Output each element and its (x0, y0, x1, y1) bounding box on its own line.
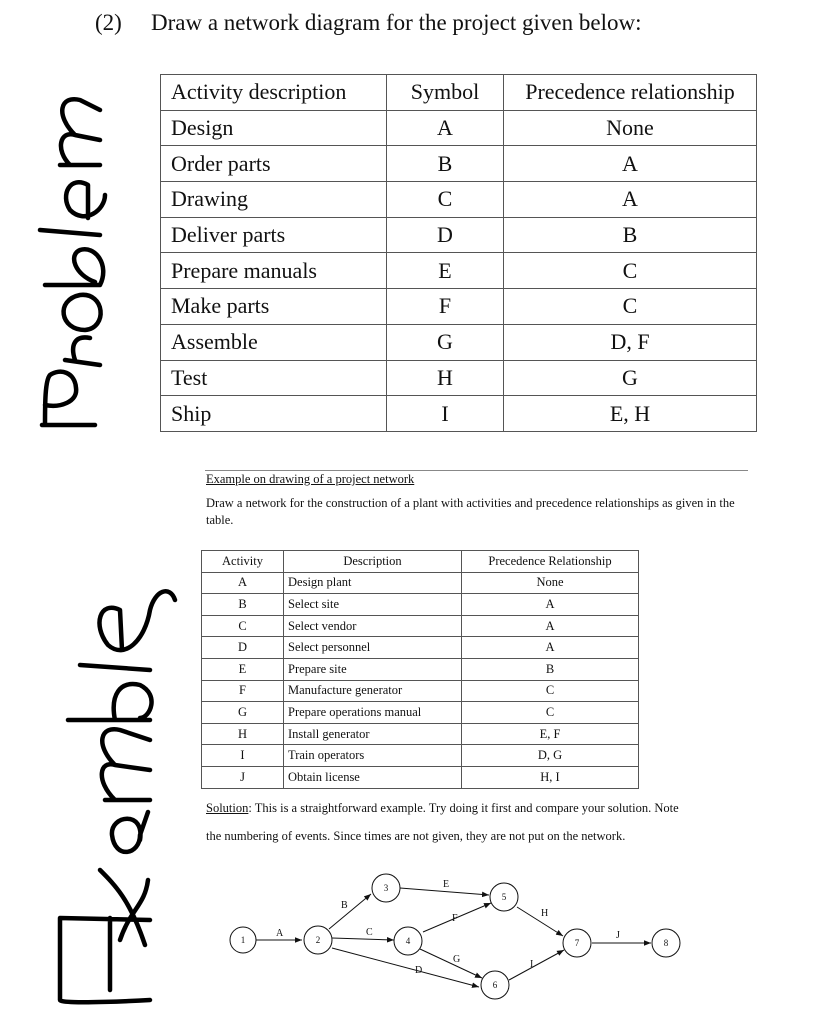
description-cell: Select vendor (284, 615, 462, 637)
node-label-1: 1 (240, 935, 246, 945)
activity-cell: A (202, 572, 284, 594)
symbol-cell: B (387, 146, 504, 182)
precedence-cell: G (504, 360, 757, 396)
activity-cell: C (202, 615, 284, 637)
description-cell: Prepare operations manual (284, 702, 462, 724)
node-label-5: 5 (501, 892, 507, 902)
description-cell: Prepare site (284, 658, 462, 680)
label-J: J (616, 930, 620, 941)
label-C: C (366, 927, 373, 938)
solution-text-1: : This is a straightforward example. Try doing it first and compare your solution. Note (248, 801, 679, 815)
precedence-cell: D, F (504, 324, 757, 360)
activity-cell: D (202, 637, 284, 659)
precedence-cell: E, F (462, 723, 639, 745)
node-label-6: 6 (492, 980, 498, 990)
activity-cell: Assemble (161, 324, 387, 360)
description-cell: Train operators (284, 745, 462, 767)
precedence-cell: A (462, 637, 639, 659)
node-label-7: 7 (574, 938, 580, 948)
header-precedence: Precedence Relationship (462, 551, 639, 573)
label-A: A (276, 928, 284, 939)
activity-cell: F (202, 680, 284, 702)
header-precedence: Precedence relationship (504, 75, 757, 111)
activity-cell: Prepare manuals (161, 253, 387, 289)
label-F: F (452, 913, 458, 924)
label-I: I (530, 959, 534, 970)
activity-cell: Test (161, 360, 387, 396)
node-label-4: 4 (405, 936, 411, 946)
precedence-cell: A (462, 594, 639, 616)
label-B: B (341, 900, 348, 911)
symbol-cell: I (387, 396, 504, 432)
description-cell: Design plant (284, 572, 462, 594)
solution-label: Solution (206, 801, 249, 815)
precedence-cell: B (504, 217, 757, 253)
node-label-8: 8 (663, 938, 669, 948)
label-H: H (541, 908, 549, 919)
activity-cell: H (202, 723, 284, 745)
activity-cell: Drawing (161, 182, 387, 218)
description-cell: Install generator (284, 723, 462, 745)
activity-cell: E (202, 658, 284, 680)
precedence-cell: E, H (504, 396, 757, 432)
precedence-cell: A (504, 182, 757, 218)
activity-cell: Deliver parts (161, 217, 387, 253)
handwritten-problem (40, 99, 105, 425)
activity-cell: Design (161, 110, 387, 146)
label-E: E (443, 879, 450, 890)
activity-cell: J (202, 766, 284, 788)
precedence-cell: C (504, 253, 757, 289)
activity-cell: I (202, 745, 284, 767)
symbol-cell: H (387, 360, 504, 396)
description-cell: Manufacture generator (284, 680, 462, 702)
header-symbol: Symbol (387, 75, 504, 111)
precedence-cell: C (462, 680, 639, 702)
handwritten-example (60, 591, 175, 1002)
symbol-cell: G (387, 324, 504, 360)
node-label-3: 3 (383, 883, 389, 893)
precedence-cell: H, I (462, 766, 639, 788)
precedence-cell: A (462, 615, 639, 637)
precedence-cell: None (462, 572, 639, 594)
activity-cell: Order parts (161, 146, 387, 182)
precedence-cell: B (462, 658, 639, 680)
problem-title: Draw a network diagram for the project given below: (151, 10, 642, 35)
solution-line-2: the numbering of events. Since times are not given, they are not put on the network. (206, 829, 626, 843)
description-cell: Select personnel (284, 637, 462, 659)
symbol-cell: F (387, 289, 504, 325)
problem-number: (2) (95, 10, 122, 35)
activity-cell: G (202, 702, 284, 724)
description-cell: Obtain license (284, 766, 462, 788)
node-label-2: 2 (315, 935, 321, 945)
label-D: D (415, 965, 423, 976)
header-description: Description (284, 551, 462, 573)
precedence-cell: None (504, 110, 757, 146)
symbol-cell: E (387, 253, 504, 289)
example-title: Example on drawing of a project network (206, 472, 415, 486)
activity-cell: Ship (161, 396, 387, 432)
header-activity: Activity (202, 551, 284, 573)
symbol-cell: A (387, 110, 504, 146)
description-cell: Select site (284, 594, 462, 616)
precedence-cell: C (504, 289, 757, 325)
precedence-cell: D, G (462, 745, 639, 767)
symbol-cell: D (387, 217, 504, 253)
label-G: G (453, 954, 461, 965)
activity-cell: B (202, 594, 284, 616)
header-activity-description: Activity description (161, 75, 387, 111)
precedence-cell: C (462, 702, 639, 724)
example-intro: Draw a network for the construction of a plant with activities and precedence relationships as given in the table. (206, 496, 735, 527)
symbol-cell: C (387, 182, 504, 218)
precedence-cell: A (504, 146, 757, 182)
activity-cell: Make parts (161, 289, 387, 325)
